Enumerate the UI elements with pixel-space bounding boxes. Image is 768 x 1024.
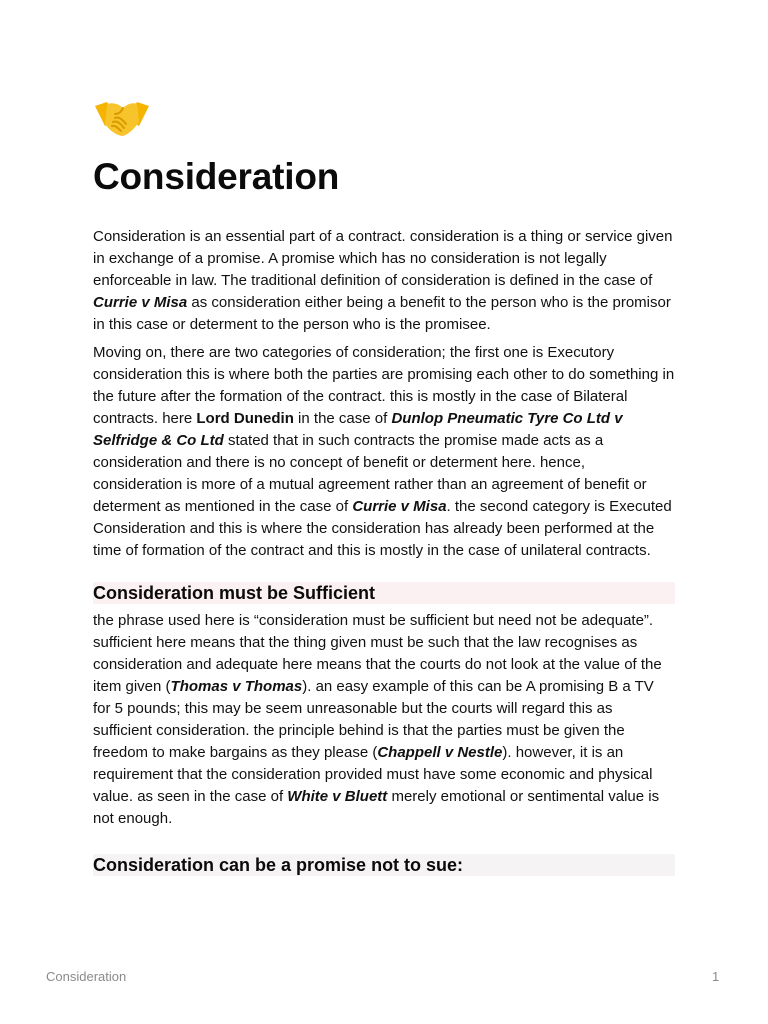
case-name: Currie v Misa [352,498,447,515]
handshake-icon [93,96,151,142]
case-name: Currie v Misa [93,294,188,311]
document-page [93,96,675,882]
section-heading-promise-not-to-sue: Consideration can be a promise not to sue: [93,854,675,876]
sufficient-paragraph: the phrase used here is “consideration must be sufficient but need not be adequate”. sufficient here means that the thing given must be such that the law recognises as consideration and adequate here means that the courts do not look at the value of the item given (Thomas v Thomas). an easy example of this can be A promising B a TV for 5 pounds; this may be seem unreasonable but the courts will regard this as sufficient consideration. the principle behind is that the parties must be given the freedom to make bargains as they please (Chappell v Nestle). however, it is an requirement that the consideration provided must have some economic and physical value. as seen in the case of White v Bluett merely emotional or sentimental value is not enough. [93,612,662,827]
case-name: Dunlop Pneumatic Tyre Co Ltd v Selfridge & Co Ltd [93,410,623,449]
footer-document-title: Consideration [46,969,127,984]
page-title: Consideration [93,156,340,197]
case-name: White v Bluett [287,788,388,805]
case-name: Chappell v Nestle [377,744,503,761]
case-name: Thomas v Thomas [170,678,303,695]
section-heading-sufficient: Consideration must be Sufficient [93,582,675,604]
footer-page-number: 1 [712,969,720,984]
intro-paragraph-1: Consideration is an essential part of a contract. consideration is a thing or service given in exchange of a promise. A promise which has no consideration is not legally enforceable in law. The traditional definition of consideration is defined in the case of Currie v Misa as consideration either being a benefit to the person who is the promisor in this case or determent to the person who is the promisee. [93,228,673,333]
intro-paragraph-2: Moving on, there are two categories of consideration; the first one is Executory consideration this is where both the parties are promising each other to do something in the future after the formation of the contract. this is mostly in the case of Bilateral contracts. here Lord Dunedin in the case of Dunlop Pneumatic Tyre Co Ltd v Selfridge & Co Ltd stated that in such contracts the promise made acts as a consideration and there is no concept of benefit or determent here. hence, consideration is more of a mutual agreement rather than an agreement of benefit or determent as mentioned in the case of Currie v Misa. the second category is Executed Consideration and this is where the consideration has already been performed at the time of formation of the contract and this is mostly in the case of unilateral contracts. [93,344,675,559]
judge-name: Lord Dunedin [196,410,294,427]
